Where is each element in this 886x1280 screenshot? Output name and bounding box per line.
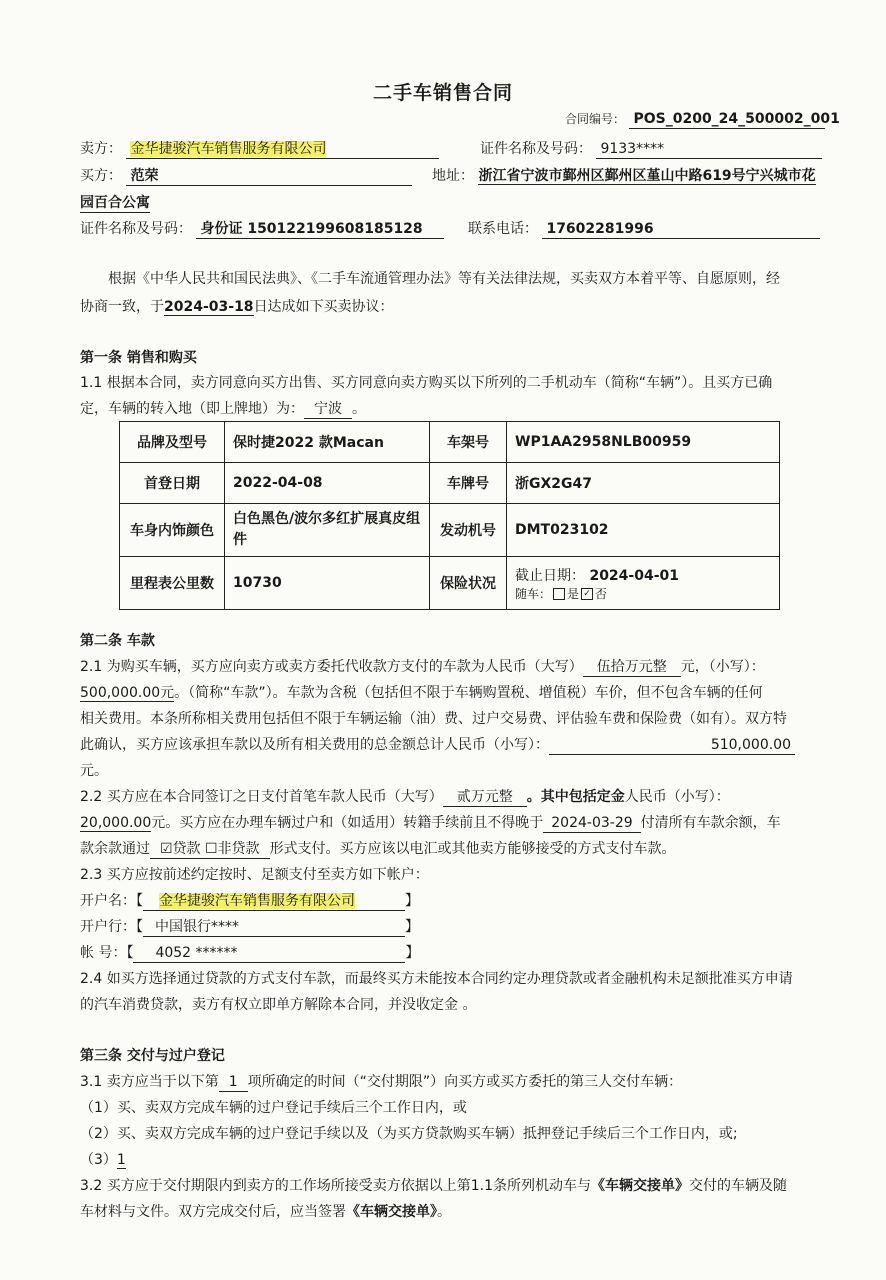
article1-heading: 第一条 销售和购买 <box>80 350 197 366</box>
buyer-id-row: 证件名称及号码： 身份证 150122199608185128 <box>80 218 444 239</box>
buyer-row: 买方： 范荣 <box>80 165 412 186</box>
option3-value: 1 <box>116 1152 126 1168</box>
art3-option3: （3）1 <box>80 1152 126 1168</box>
intro-line2: 协商一致，于2024-03-18日达成如下买卖协议： <box>80 299 394 315</box>
art2-p21-line1: 2.1 为购买车辆，买方应向卖方或卖方委托代收款方支付的车款为人民币（大写） 伍拾万元整 元，（小写）： <box>80 659 765 675</box>
account-number: 4052 ****** <box>133 944 405 963</box>
art2-p24-line2: 的汽车消费贷款，卖方有权立即单方解除本合同，并没收定金 。 <box>80 997 477 1013</box>
bank-name: 中国银行**** <box>143 918 405 937</box>
art3-p31: 3.1 卖方应当于以下第 1 项所确定的时间（“交付期限”）向买方或买方委托的第三人交付车辆： <box>80 1074 683 1090</box>
agreement-date: 2024-03-18 <box>164 299 254 315</box>
color-label: 车身内饰颜色 <box>120 504 225 557</box>
buyer-name: 范荣 <box>126 167 412 186</box>
payment-method: ☑贷款 ☐非贷款 <box>150 840 270 859</box>
article3-heading: 第三条 交付与过户登记 <box>80 1048 225 1064</box>
buyer-address-line1: 浙江省宁波市鄞州区鄞州区堇山中路619号宁兴城市花 <box>478 168 816 184</box>
table-row <box>120 557 780 610</box>
account-name-row: 开户名：【 金华捷骏汽车销售服务有限公司 】 <box>80 893 419 909</box>
vin-value: WP1AA2958NLB00959 <box>507 422 780 463</box>
art3-option1: （1）买、卖双方完成车辆的过户登记手续后三个工作日内，或 <box>80 1100 467 1116</box>
table-row <box>120 504 780 557</box>
engine-label: 发动机号 <box>430 504 507 557</box>
pay-date: 2024-03-29 <box>543 814 640 833</box>
reg-date-value: 2022-04-08 <box>225 463 430 504</box>
art2-p21-line3: 相关费用。本条所称相关费用包括但不限于车辆运输（油）费、过户交易费、评估验车费和保险费（如有）。双方特 <box>80 711 787 727</box>
insurance-label: 保险状况 <box>430 557 507 610</box>
checkbox-checked-icon: ✓ <box>581 588 593 600</box>
bank-row: 开户行：【 中国银行**** 】 <box>80 919 419 935</box>
art2-p21-line2: 500,000.00元。（简称“车款”）。车款为含税（包括但不限于车辆购置税、增值税）车价，但不包含车辆的任何 <box>80 685 763 701</box>
transfer-place: 宁波 <box>304 400 352 419</box>
table-row <box>120 422 780 463</box>
art2-p22-line3: 款余款通过 ☑贷款 ☐非贷款 形式支付。买方应该以电汇或其他卖方能够接受的方式支付车款。 <box>80 841 676 857</box>
account-name: 金华捷骏汽车销售服务有限公司 <box>143 892 405 911</box>
deposit-lower: 20,000.00 <box>80 815 152 831</box>
art3-p32-line1: 3.2 买方应于交付期限内到卖方的工作场所接受卖方依据以上第1.1条所列机动车与《车辆交接单》交付的车辆及随 <box>80 1178 787 1194</box>
page-title: 二手车销售合同 <box>372 82 513 104</box>
insurance-cell: 截止日期： 2024-04-01 随车： 是 ✓ 否 <box>507 557 780 610</box>
price-lower: 500,000.00元 <box>80 685 175 701</box>
intro-line1: 根据《中华人民共和国民法典》、《二手车流通管理办法》等有关法律法规，买卖双方本着平等、自愿原则，经 <box>108 271 780 287</box>
table-row <box>120 463 780 504</box>
plate-label: 车牌号 <box>430 463 507 504</box>
model-label: 品牌及型号 <box>120 422 225 463</box>
vin-label: 车架号 <box>430 422 507 463</box>
buyer-phone: 17602281996 <box>542 220 820 239</box>
model-value: 保时捷2022 款Macan <box>225 422 430 463</box>
art2-p23: 2.3 买方应按前述约定按时、足额支付至卖方如下帐户： <box>80 867 429 883</box>
mileage-label: 里程表公里数 <box>120 557 225 610</box>
buyer-address-line2: 园百合公寓 <box>80 192 150 213</box>
engine-value: DMT023102 <box>507 504 780 557</box>
price-upper: 伍拾万元整 <box>583 658 681 677</box>
contract-number: 合同编号： POS_0200_24_500002_001 <box>565 111 840 127</box>
seller-name: 金华捷骏汽车销售服务有限公司 <box>126 140 439 159</box>
art2-p24-line1: 2.4 如买方选择通过贷款的方式支付车款，而最终买方未能按本合同约定办理贷款或者金融机构未足额批准买方申请 <box>80 971 793 987</box>
art1-p1-line1: 1.1 根据本合同，卖方同意向买方出售、买方同意向卖方购买以下所列的二手机动车（简称“车辆”）。且买方已确 <box>80 375 773 391</box>
total-amount: 510,000.00 <box>549 736 795 755</box>
buyer-phone-row: 联系电话： 17602281996 <box>468 218 820 239</box>
seller-id: 9133**** <box>596 140 822 159</box>
deposit-upper: 贰万元整 <box>443 788 527 807</box>
art3-p32-line2: 车材料与文件。双方完成交付后，应当签署《车辆交接单》。 <box>80 1204 451 1220</box>
account-number-row: 帐 号：【 4052 ****** 】 <box>80 945 420 961</box>
reg-date-label: 首登日期 <box>120 463 225 504</box>
seller-row: 卖方： 金华捷骏汽车销售服务有限公司 <box>80 138 439 159</box>
vehicle-info-table <box>119 421 780 610</box>
article2-heading: 第二条 车款 <box>80 633 155 649</box>
buyer-address-row: 地址： 浙江省宁波市鄞州区鄞州区堇山中路619号宁兴城市花 <box>432 168 816 184</box>
art2-p22-line2: 20,000.00元。买方应在办理车辆过户和（如适用）转籍手续前且不得晚于 2024-03-29 付清所有车款余额，车 <box>80 815 781 831</box>
checkbox-unchecked-icon <box>553 588 565 600</box>
contract-number-value: POS_0200_24_500002_001 <box>629 110 825 129</box>
seller-id-row: 证件名称及号码： 9133**** <box>480 138 822 159</box>
art2-p21-line4: 此确认，买方应该承担车款以及所有相关费用的总金额总计人民币（小写）： 510,000.00 <box>80 734 795 755</box>
art3-option2: （2）买、卖双方完成车辆的过户登记手续以及（为买方贷款购买车辆）抵押登记手续后三个工作日内，或; <box>80 1126 738 1142</box>
insurance-expiry: 2024-04-01 <box>589 567 680 584</box>
art2-p22-line1: 2.2 买方应在本合同签订之日支付首笔车款人民币（大写） 贰万元整 。其中包括定金人民币（小写）： <box>80 789 730 805</box>
mileage-value: 10730 <box>225 557 430 610</box>
delivery-item: 1 <box>219 1073 248 1092</box>
plate-value: 浙GX2G47 <box>507 463 780 504</box>
color-value: 白色黑色/波尔多红扩展真皮组件 <box>225 504 430 557</box>
art1-p1-line2: 定，车辆的转入地（即上牌地）为： 宁波 。 <box>80 401 366 417</box>
buyer-id: 身份证 150122199608185128 <box>196 220 444 239</box>
art2-p21-line5: 元。 <box>80 763 108 779</box>
